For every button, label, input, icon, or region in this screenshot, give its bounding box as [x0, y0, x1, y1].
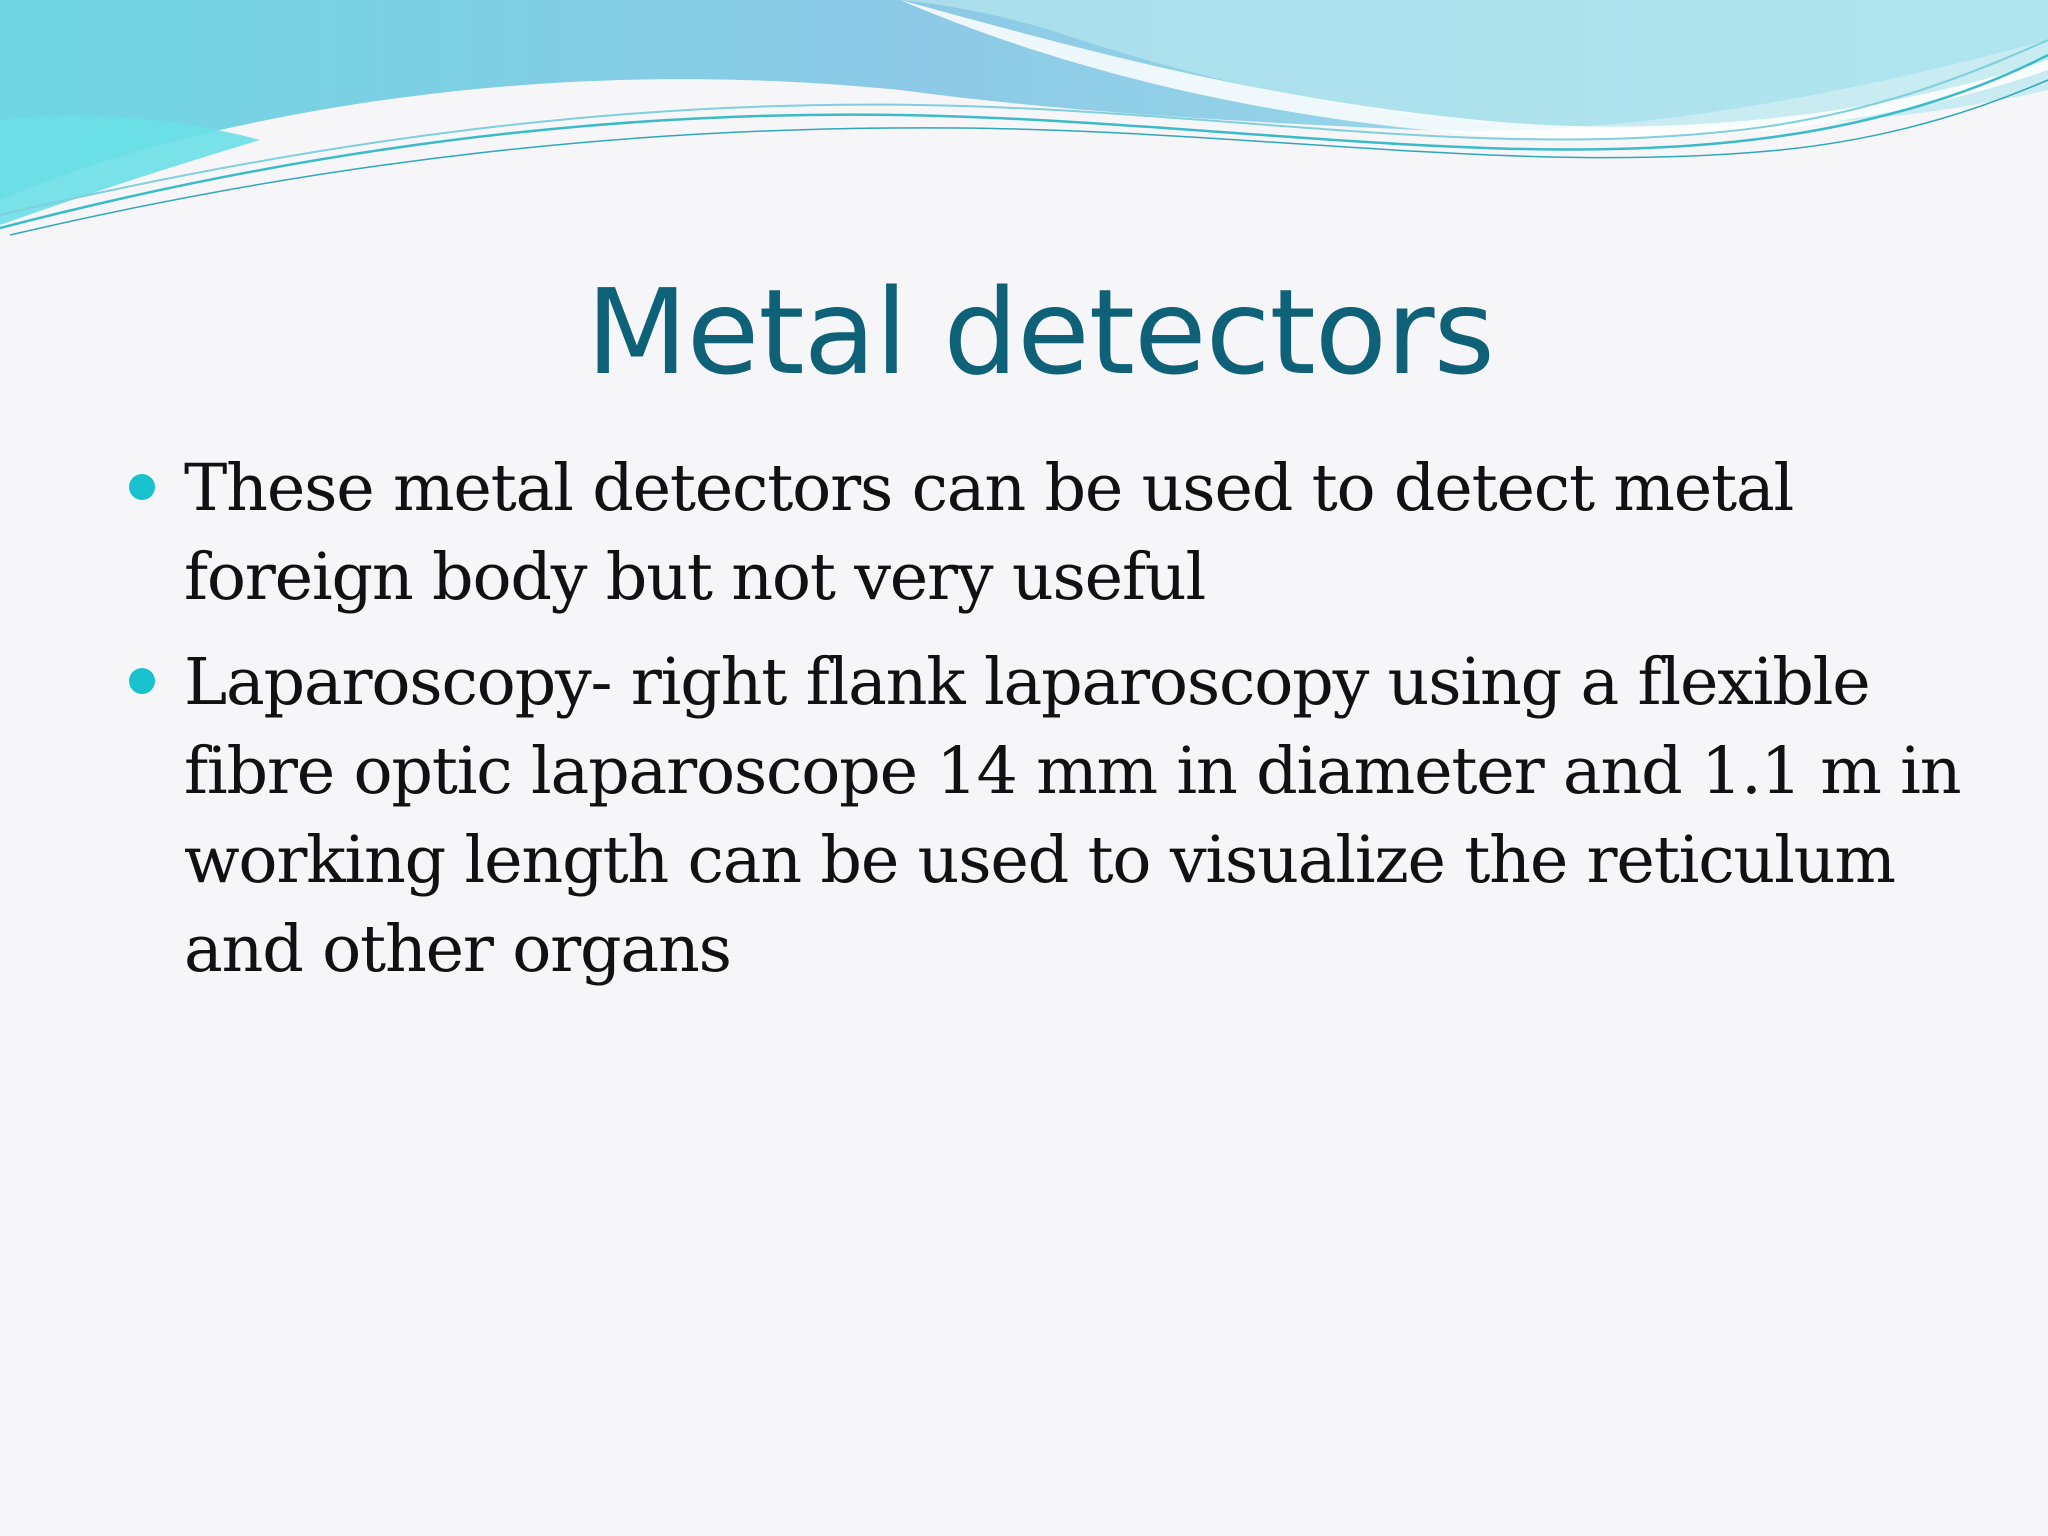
bullet-text: These metal detectors can be used to detect metal foreign body but not very useful: [184, 451, 1794, 615]
list-item: [184, 638, 1984, 994]
slide-title: Metal detectors: [586, 263, 1494, 401]
bullet-list: [184, 444, 1984, 1010]
bullet-text: Laparoscopy- right flank laparoscopy using a flexible fibre optic laparoscope 14 mm in diameter and 1.1 m in working length can be used to visualize the reticulum and other organs: [184, 645, 1961, 987]
wave-header-decoration: [0, 0, 2048, 240]
list-item: [184, 444, 1984, 622]
bullet-point-icon: [129, 474, 155, 500]
bullet-point-icon: [129, 668, 155, 694]
